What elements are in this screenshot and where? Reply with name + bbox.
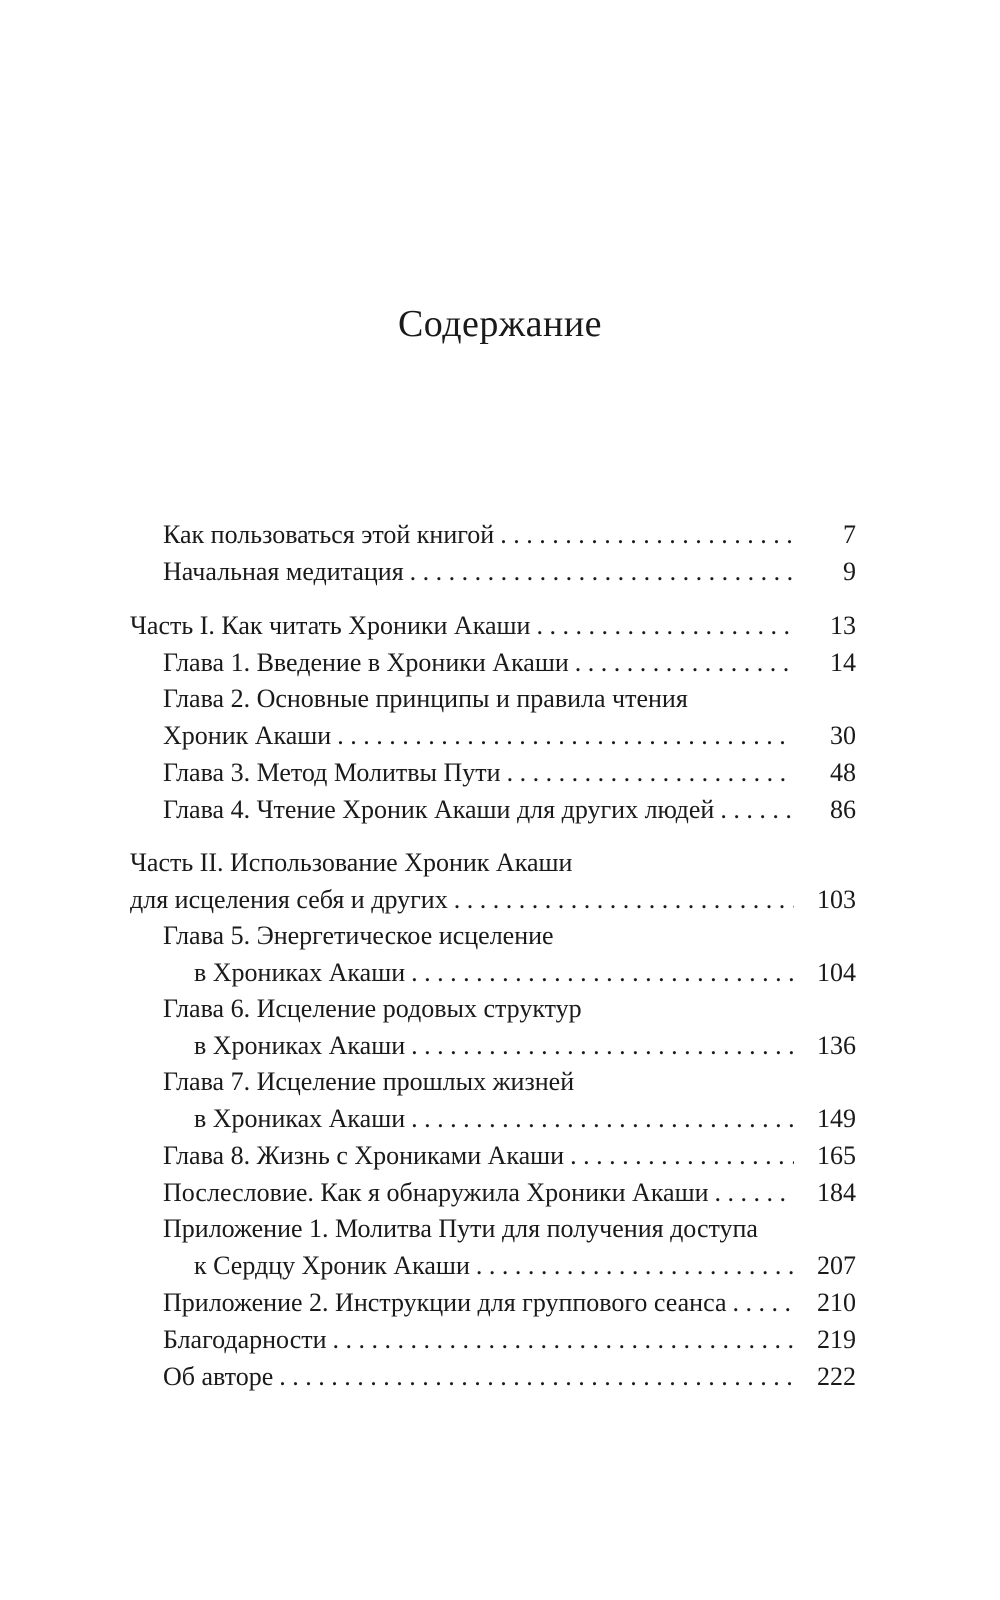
toc-entry-title-cont: в Хрониках Акаши — [194, 1031, 406, 1060]
dot-leader — [536, 607, 794, 644]
toc-entry-title-cont: Хроник Акаши — [163, 721, 332, 750]
toc-entry[interactable] — [0, 1284, 1000, 1321]
toc-line — [0, 1211, 1000, 1247]
toc-line — [0, 1284, 1000, 1321]
toc-entry-title: Часть II. Использование Хроник Акаши — [130, 848, 573, 877]
toc-entry-title: Благодарности — [163, 1325, 327, 1354]
toc-entry[interactable] — [0, 553, 1000, 590]
dot-leader — [732, 1284, 794, 1321]
toc-page-number: 149 — [817, 1104, 856, 1133]
toc-line — [0, 754, 1000, 791]
toc-page-number: 210 — [817, 1288, 856, 1317]
toc-entry[interactable] — [0, 1321, 1000, 1358]
toc-entry[interactable] — [0, 1064, 1000, 1137]
toc-line — [0, 1247, 1000, 1284]
toc-line — [0, 1358, 1000, 1395]
toc-entry-title: Приложение 1. Молитва Пути для получения доступа — [163, 1214, 758, 1243]
toc-entry-title: Глава 6. Исцеление родовых структур — [163, 994, 582, 1023]
dot-leader — [279, 1358, 794, 1395]
toc-entry[interactable] — [0, 1137, 1000, 1174]
dot-leader — [410, 553, 794, 590]
toc-entry-title: Как пользоваться этой книгой — [163, 520, 495, 549]
dot-leader — [411, 954, 794, 991]
toc-line — [0, 553, 1000, 590]
dot-leader — [476, 1247, 794, 1284]
toc-entry[interactable] — [0, 754, 1000, 791]
toc-page-number: 48 — [830, 758, 856, 787]
toc-line — [0, 516, 1000, 553]
toc-entry-title: Глава 8. Жизнь с Хрониками Акаши — [163, 1141, 565, 1170]
toc-page-number: 86 — [830, 795, 856, 824]
toc-line — [0, 1137, 1000, 1174]
toc-page-number: 14 — [830, 648, 856, 677]
section-gap — [0, 828, 1000, 845]
toc-page-number: 103 — [817, 885, 856, 914]
toc-entry[interactable] — [0, 516, 1000, 553]
toc-page-number: 136 — [817, 1031, 856, 1060]
toc-page-number: 9 — [843, 557, 856, 586]
toc-entry-title-cont: для исцеления себя и других — [130, 885, 448, 914]
toc-line — [0, 681, 1000, 717]
toc-line — [0, 991, 1000, 1027]
section-gap — [0, 590, 1000, 607]
toc-page-number: 219 — [817, 1325, 856, 1354]
toc-entry-title: Глава 2. Основные принципы и правила чтения — [163, 684, 688, 713]
toc-line — [0, 1100, 1000, 1137]
dot-leader — [575, 644, 794, 681]
toc-entry-title-cont: в Хрониках Акаши — [194, 1104, 406, 1133]
toc-page-number: 222 — [817, 1362, 856, 1391]
toc-entry-title: Глава 4. Чтение Хроник Акаши для других людей — [163, 795, 715, 824]
toc-entry-title-cont: в Хрониках Акаши — [194, 958, 406, 987]
toc-entry[interactable] — [0, 681, 1000, 754]
dot-leader — [570, 1137, 794, 1174]
toc-line — [0, 1027, 1000, 1064]
toc-entry[interactable] — [0, 791, 1000, 828]
toc-line — [0, 845, 1000, 881]
toc-page-number: 30 — [830, 721, 856, 750]
toc-page-number: 104 — [817, 958, 856, 987]
dot-leader — [507, 754, 794, 791]
dot-leader — [454, 881, 794, 918]
toc-page-number: 165 — [817, 1141, 856, 1170]
toc-part-entry[interactable] — [0, 845, 1000, 918]
toc-entry-title: Послесловие. Как я обнаружила Хроники Акаши — [163, 1178, 709, 1207]
toc-line — [0, 607, 1000, 644]
toc-part-entry[interactable] — [0, 607, 1000, 644]
toc-entry[interactable] — [0, 1358, 1000, 1395]
toc-line — [0, 1321, 1000, 1358]
toc-page-number: 207 — [817, 1251, 856, 1280]
toc-page-number: 7 — [843, 520, 856, 549]
dot-leader — [715, 1174, 794, 1211]
toc-entry-title: Приложение 2. Инструкции для группового сеанса — [163, 1288, 727, 1317]
toc-entry-title: Глава 5. Энергетическое исцеление — [163, 921, 554, 950]
toc-entry[interactable] — [0, 644, 1000, 681]
toc-entry-title: Часть I. Как читать Хроники Акаши — [130, 611, 531, 640]
dot-leader — [720, 791, 794, 828]
toc-line — [0, 881, 1000, 918]
dot-leader — [337, 717, 794, 754]
toc-entry[interactable] — [0, 1174, 1000, 1211]
toc-line — [0, 644, 1000, 681]
toc-line — [0, 918, 1000, 954]
toc-page-number: 184 — [817, 1178, 856, 1207]
page-title: Содержание — [397, 303, 603, 345]
toc-entry-title: Глава 1. Введение в Хроники Акаши — [163, 648, 569, 677]
toc-entry-title: Глава 7. Исцеление прошлых жизней — [163, 1067, 575, 1096]
toc-line — [0, 791, 1000, 828]
toc-entry-title: Глава 3. Метод Молитвы Пути — [163, 758, 501, 787]
toc-entry-title-cont: к Сердцу Хроник Акаши — [194, 1251, 470, 1280]
toc-entry[interactable] — [0, 918, 1000, 991]
toc-entry-title: Об авторе — [163, 1362, 274, 1391]
table-of-contents — [0, 516, 1000, 1395]
toc-entry[interactable] — [0, 1211, 1000, 1284]
toc-entry-title: Начальная медитация — [163, 557, 404, 586]
dot-leader — [333, 1321, 794, 1358]
toc-entry[interactable] — [0, 991, 1000, 1064]
dot-leader — [411, 1027, 794, 1064]
toc-line — [0, 1064, 1000, 1100]
dot-leader — [500, 516, 794, 553]
dot-leader — [411, 1100, 794, 1137]
toc-line — [0, 954, 1000, 991]
toc-line — [0, 1174, 1000, 1211]
toc-line — [0, 717, 1000, 754]
toc-page-number: 13 — [830, 611, 856, 640]
